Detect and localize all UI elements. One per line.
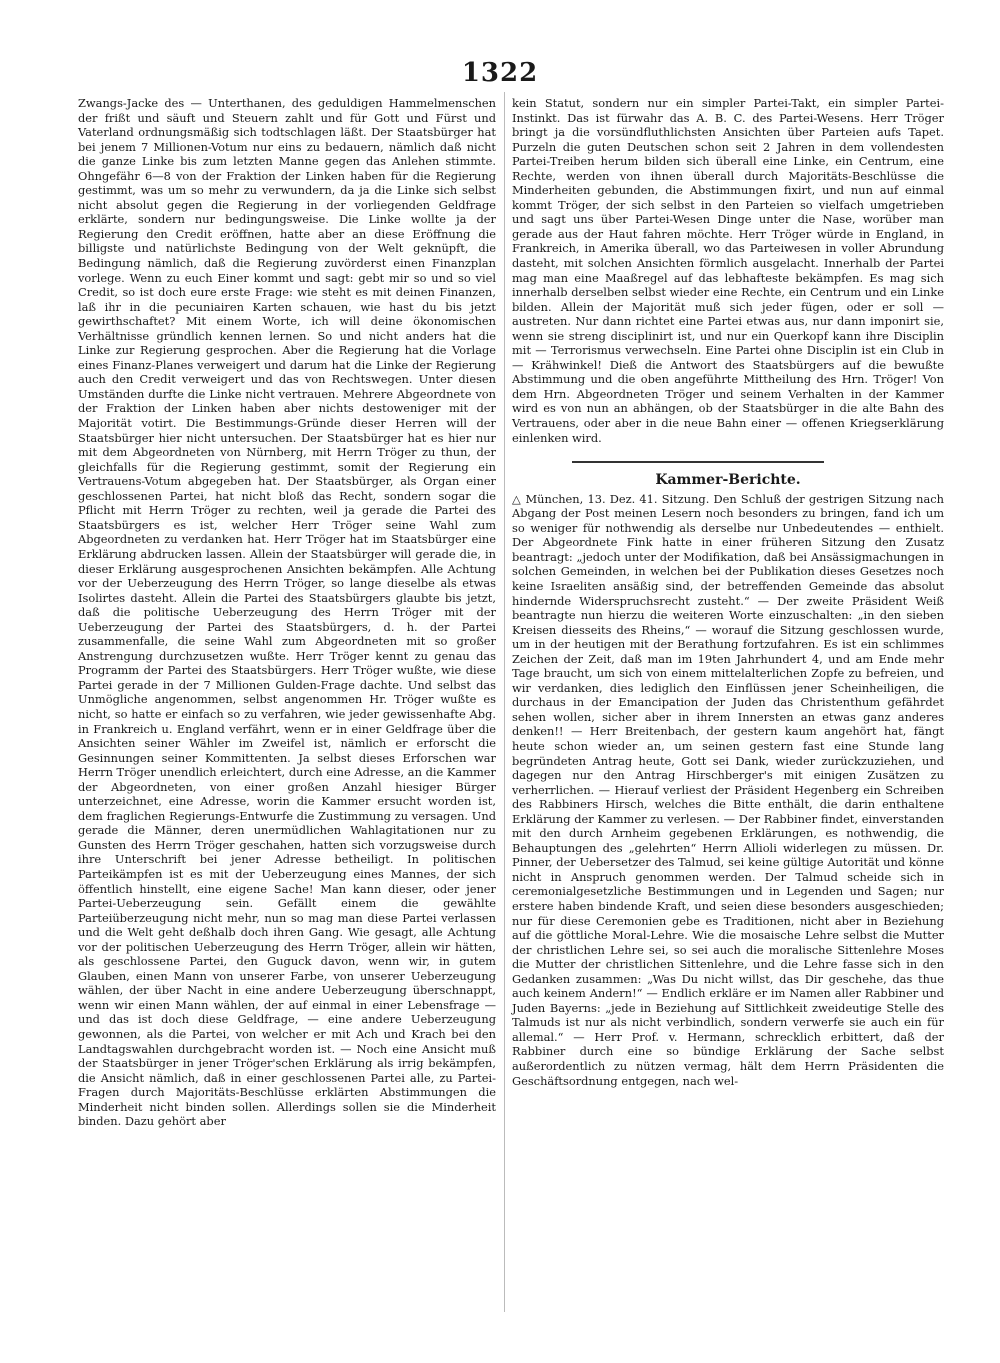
column-rule xyxy=(504,92,505,1312)
left-column xyxy=(78,96,496,1129)
left-column-text: Zwangs-Jacke des — Unterthanen, des geduldigen Hammelmenschen der frißt und säuft und Steuern zahlt und für Gott und Fürst und Vaterland ordnungsmäßig sich todtschlagen läßt. Der Staatsbürger hat bei jenem 7 Millionen-Votum nur eins zu bedauern, nämlich daß nicht die ganze Linke bis zum letzten Manne gegen das Anlehen stimmte. Ohngefähr 6—8 von der Fraktion der Linken haben für die Regierung gestimmt, was um so mehr zu verwundern, da ja die Linke sich selbst nicht absolut gegen die Regierung in der vorliegenden Geldfrage erklärte, sondern nur bedingungsweise. Die Linke wollte ja der Regierung den Credit eröffnen, hatte aber an diese Eröffnung die billigste und natürlichste Bedingung von der Welt geknüpft, die Bedingung nämlich, daß die Regierung zuvörderst einen Finanzplan vorlege. Wenn zu euch Einer kommt und sagt: gebt mir so und so viel Credit, so ist doch eure erste Frage: wie steht es mit deinen Finanzen, laß ihr in die pecuniairen Karten schauen, wie hast du bis jetzt gewirthschaftet? Mit einem Worte, ich will deine ökonomischen Verhältnisse gründlich kennen lernen. So und nicht anders hat die Linke zur Regierung gesprochen. Aber die Regierung hat die Vorlage eines Finanz-Planes verweigert und darum hat die Linke der Regierung auch den Credit verweigert und das von Rechtswegen. Unter diesen Umständen durfte die Linke nicht vertrauen. Mehrere Abgeordnete von der Fraktion der Linken haben aber nichts destoweniger mit der Majorität votirt. Die Bestimmungs-Gründe dieser Herren will der Staatsbürger hier nicht untersuchen. Der Staatsbürger hat es hier nur mit dem Abgeordneten von Nürnberg, mit Herrn Tröger zu thun, der gleichfalls für die Regierung gestimmt, somit der Regierung ein Vertrauens-Votum abgegeben hat. Der Staatsbürger, als Organ einer geschlossenen Partei, hat nicht bloß das Recht, sondern sogar die Pflicht mit Herrn Tröger zu rechten, weil ja gerade die Partei des Staatsbürgers es ist, welcher Herr Tröger seine Wahl zum Abgeordneten zu verdanken hat. Herr Tröger hat im Staatsbürger eine Erklärung abdrucken lassen. Allein der Staatsbürger will gerade die, in dieser Erklärung ausgesprochenen Ansichten bekämpfen. Alle Achtung vor der Ueberzeugung des Herrn Tröger, so lange dieselbe als etwas Isolirtes dasteht. Allein die Partei des Staatsbürgers glaubte bis jetzt, daß die politische Ueberzeugung des Herrn Tröger mit der Ueberzeugung der Partei des Staatsbürgers, d. h. der Partei zusammenfalle, die seine Wahl zum Abgeordneten mit so großer Anstrengung durchzusetzen wußte. Herr Tröger kennt zu genau das Programm der Partei des Staatsbürgers. Herr Tröger wußte, wie diese Partei gerade in der 7 Millionen Gulden-Frage dachte. Und selbst das Unmögliche angenommen, selbst angenommen Hr. Tröger wußte es nicht, so hatte er einfach so zu verfahren, wie jeder gewissenhafte Abg. in Frankreich u. England verfährt, wenn er in einer Geldfrage über die Ansichten seiner Wähler im Zweifel ist, nämlich er erforscht die Gesinnungen seiner Kommittenten. Ja selbst dieses Erforschen war Herrn Tröger unendlich erleichtert, durch eine Adresse, an die Kammer der Abgeordneten, von einer großen Anzahl hiesiger Bürger unterzeichnet, eine Adresse, worin die Kammer ersucht worden ist, dem fraglichen Regierungs-Entwurfe die Zustimmung zu versagen. Und gerade die Männer, deren unermüdlichen Wahlagitationen nur zu Gunsten des Herrn Tröger geschahen, hatten sich vorzugsweise durch ihre Unterschrift bei jener Adresse betheiligt. In politischen Parteikämpfen ist es mit der Ueberzeugung eines Mannes, der sich öffentlich hinstellt, eine eigene Sache! Man kann dieser, oder jener Partei-Ueberzeugung sein. Gefällt einem die gewählte Parteiüberzeugung nicht mehr, nun so mag man diese Partei verlassen und die Welt geht deßhalb doch ihren Gang. Wie gesagt, alle Achtung vor der politischen Ueberzeugung des Herrn Tröger, allein wir hätten, als geschlossene Partei, den Guguck davon, wenn wir, in gutem Glauben, einen Mann von unserer Farbe, von unserer Ueberzeugung wählen, der über Nacht in eine andere Ueberzeugung überschnappt, wenn wir einen Mann wählen, der auf einmal in einer Lebensfrage — und das ist doch diese Geldfrage, — eine andere Ueberzeugung gewonnen, als die Partei, von welcher er mit Ach und Krach bei den Landtagswahlen durchgebracht worden ist. — Noch eine Ansicht muß der Staatsbürger in jener Tröger'schen Erklärung als irrig bekämpfen, die Ansicht nämlich, daß in einer geschlossenen Partei alle, zu Partei-Fragen durch Majoritäts-Beschlüsse erklärten Abstimmungen die Minderheit nicht binden sollen. Allerdings sollen sie die Minderheit binden. Dazu gehört aber xyxy=(78,96,496,1129)
right-column-text-bottom: △ München, 13. Dez. 41. Sitzung. Den Schluß der gestrigen Sitzung nach Abgang der Post meinen Lesern noch besonders zu bringen, fand ich um so weniger für nothwendig als derselbe nur Unbedeutendes — enthielt. Der Abgeordnete Fink hatte in einer früheren Sitzung den Zusatz beantragt: „jedoch unter der Modifikation, daß bei Ansässigmachungen in solchen Gemeinden, in welchen bei der Publikation dieses Gesetzes noch keine Israeliten ansäßig sind, der betreffenden Gemeinde das absolut hindernde Widerspruchsrecht zusteht.“ — Der zweite Präsident Weiß beantragte nun hierzu die weiteren Worte einzuschalten: „in den sieben Kreisen diesseits des Rheins,“ — worauf die Sitzung geschlossen wurde, um in der heutigen mit der Berathung fortzufahren. Es ist ein schlimmes Zeichen der Zeit, daß man im 19ten Jahrhundert 4, und am Ende mehr Tage braucht, um sich von einem mittelalterlichen Zopfe zu befreien, und wir verdanken, dies lediglich den Einflüssen jener Scheinheiligen, die durchaus in der Emancipation der Juden das Christenthum gefährdet sehen wollen, sicher aber in ihrem Innersten an etwas ganz anderes denken!! — Herr Breitenbach, der gestern kaum angehört hat, fängt heute schon wieder an, um seinen gestern fast eine Stunde lang begründeten Antrag heute, Gott sei Dank, wieder zurückzuziehen, und dagegen nur den Antrag Hirschberger's mit einigen Zusätzen zu verherrlichen. — Hierauf verliest der Präsident Hegenberg ein Schreiben des Rabbiners Hirsch, welches die Bitte enthält, die darin enthaltene Erklärung der Kammer zu verlesen. — Der Rabbiner findet, einverstanden mit den durch Arnheim gegebenen Erklärungen, es nothwendig, die Behauptungen des „gelehrten“ Herrn Allioli widerlegen zu müssen. Dr. Pinner, der Uebersetzer des Talmud, sei keine gültige Autorität und könne nicht in Anspruch genommen werden. Der Talmud scheide sich in ceremonialgesetzliche Bestimmungen und in Legenden und Sagen; nur erstere haben bindende Kraft, und seien diese besonders ausgeschieden; nur für diese Ceremonien gebe es Traditionen, nicht aber in Beziehung auf die göttliche Moral-Lehre. Wie die mosaische Lehre selbst die Mutter der christlichen Lehre sei, so sei auch die moralische Sittenlehre Moses die Mutter der christlichen Sittenlehre, und die Lehre fasse sich in den Gedanken zusammen: „Was Du nicht willst, das Dir geschehe, das thue auch keinem Andern!“ — Endlich erkläre er im Namen aller Rabbiner und Juden Bayerns: „jede in Beziehung auf Sittlichkeit zweideutige Stelle des Talmuds ist nur als nicht verbindlich, sondern verwerfe sie auch ein für allemal.“ — Herr Prof. v. Hermann, schrecklich erbittert, daß der Rabbiner durch eine so bündige Erklärung der Sache selbst außerordentlich zu nützen vermag, hält dem Herrn Präsidenten die Geschäftsordnung entgegen, nach wel- xyxy=(512,491,944,1088)
right-column-text-top: kein Statut, sondern nur ein simpler Partei-Takt, ein simpler Partei-Instinkt. Das ist fürwahr das A. B. C. des Partei-Wesens. Herr Tröger bringt ja die vorsündfluthlichsten Ansichten über Parteien aufs Tapet. Purzeln die guten Deutschen schon seit 2 Jahren in dem vollendesten Partei-Treiben herum bilden sich überall eine Linke, ein Centrum, eine Rechte, werden von ihnen überall durch Majoritäts-Beschlüsse die Minderheiten gebunden, die Abstimmungen fixirt, und nun auf einmal kommt Tröger, der sich selbst in den Parteien so vielfach umgetrieben und sagt uns über Partei-Wesen Dinge unter die Nase, worüber man gerade aus der Haut fahren möchte. Herr Tröger würde in England, in Frankreich, in Amerika überall, wo das Parteiwesen in voller Abrundung dasteht, mit solchen Ansichten förmlich ausgelacht. Innerhalb der Partei mag man eine Maaßregel auf das lebhafteste bekämpfen. Es mag sich innerhalb derselben selbst wieder eine Rechte, ein Centrum und ein Linke bilden. Allein der Majorität muß sich jeder fügen, oder er soll — austreten. Nur dann richtet eine Partei etwas aus, nur dann imponirt sie, wenn sie streng disciplinirt ist, und nur ein Querkopf kann ihre Disciplin mit — Terrorismus verwechseln. Eine Partei ohne Disciplin ist ein Club in — Krähwinkel! Dieß die Antwort des Staatsbürgers auf die bewußte Abstimmung und die oben angeführte Mittheilung des Hrn. Tröger! Von dem Hrn. Abgeordneten Tröger und seinem Verhalten in der Kammer wird es von nun an abhängen, ob der Staatsbürger in die alte Bahn des Vertrauens, oder aber in die neue Bahn einer — offenen Kriegserklärung einlenken wird. xyxy=(512,96,944,445)
page-number: 1322 xyxy=(461,58,539,88)
section-heading: Kammer-Berichte. xyxy=(655,472,801,489)
right-column xyxy=(512,96,944,1088)
section-divider xyxy=(572,461,824,463)
